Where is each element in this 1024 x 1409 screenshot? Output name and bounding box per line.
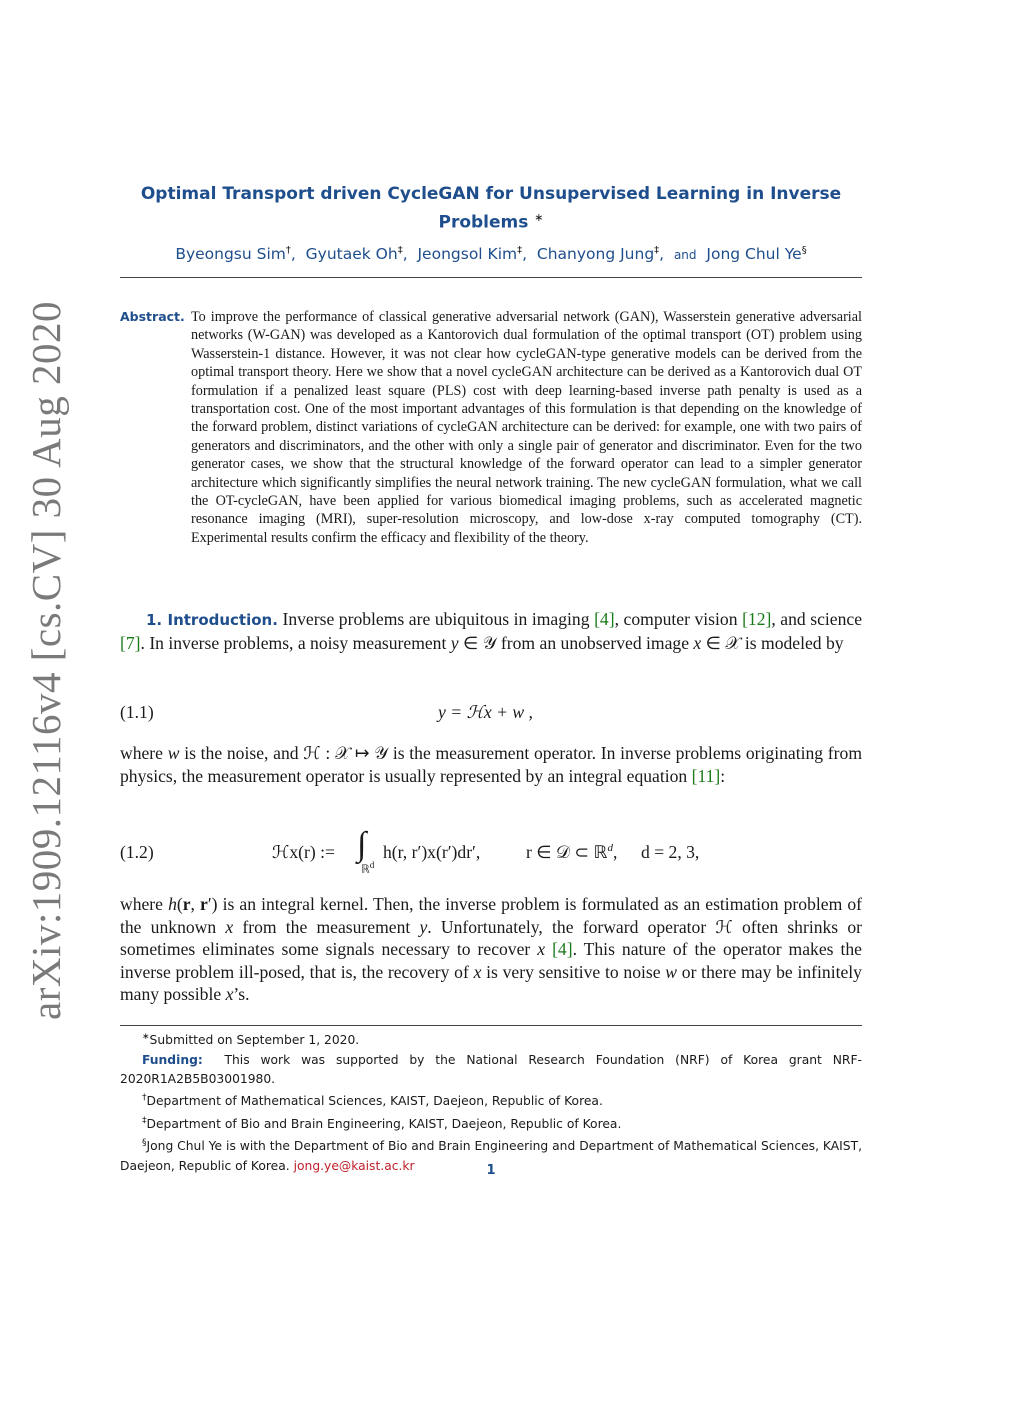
author-4: Chanyong Jung [536,245,655,264]
fn2-text: Department of Mathematical Sciences, KAIST, Daejeon, Republic of Korea. [146,1094,603,1109]
eq2-dims: d = 2, 3, [641,842,700,862]
page-number: 1 [486,1163,496,1178]
footnote-affiliation-2 [120,1112,862,1135]
eq2-sub: ℝ [361,863,370,876]
fn1-text: Submitted on September 1, 2020. [149,1033,360,1048]
p3-text-f: . This nature of the operator makes the inverse problem ill-posed, that is, the recovery of [120,939,862,982]
author-5: Jong Chul Ye [706,245,802,264]
header-rule [120,277,862,278]
funding-label: Funding: [142,1052,203,1067]
integral-sign: ∫ [357,826,367,863]
author-5-mark: § [801,245,807,256]
author-1-mark: † [285,245,291,256]
footnote-funding [120,1051,862,1090]
intro-text-6: is modeled by [744,632,844,653]
title-line-2: Problems [438,212,529,233]
p2-text-d: : [720,765,726,786]
fn4-text: Jong Chul Ye is with the Department of Bio and Brain Engineering and Department of Mathematical Sciences, KAIST, Daejeon, Republic of Korea. [120,1139,862,1173]
eq2-integrand: h(r, r′)x(r′)dr′, [383,842,481,862]
equation-1: y = ℋx + w , [438,702,533,722]
section-heading: 1. Introduction. [146,611,278,629]
intro-text-5: from an unobserved image [500,632,690,653]
intro-text-1: Inverse problems are ubiquitous in imaging [282,609,590,629]
email-link[interactable]: jong.ye@kaist.ac.kr [293,1158,415,1173]
author-2-mark: ‡ [397,245,403,256]
p2-text-a: where [120,743,163,763]
p3-text-e: often shrinks or sometimes eliminates some signals necessary to recover [120,916,863,960]
citation-12[interactable]: [12] [742,609,772,629]
p3-text-d: . Unfortunately, the forward operator [427,916,707,937]
title-line-1: Optimal Transport driven CycleGAN for Unsupervised Learning in Inverse [140,184,842,204]
fn4-mark: § [142,1138,147,1149]
footnotes [120,1028,862,1176]
p3-text-a: where [120,894,163,914]
author-3: Jeongsol Kim [417,245,518,264]
citation-7[interactable]: [7] [120,632,141,653]
intro-text-3: , and science [771,609,863,629]
abstract-text: To improve the performance of classical generative adversarial network (GAN), Wasserstein generative adversarial networks (W-GAN) was developed as a Kantorovich dual formulation of the optimal transport (OT) problem using Wasserstein-1 distance. However, it was not clear how cycleGAN-type generative models can be derived from the optimal transport theory. Here we show that a novel cycleGAN architecture can be derived as a Kantorovich dual OT formulation if a penalized least square (PLS) cost with deep learning-based inverse path penalty is used as a transportation cost. One of the most important advantages of this formulation is that depending on the knowledge of the forward problem, distinct variations of cycleGAN architecture can be derived: for example, one with two pairs of generators and discriminators, and the other with only a single pair of generator and discriminator. Even for the two generator cases, we show that the structural knowledge of the forward operator can lead to a simpler generator architecture which significantly simplifies the neural network training. The new cycleGAN formulation, what we call the OT-cycleGAN, have been applied for various biomedical imaging problems, such as accelerated magnetic resonance imaging (MRI), super-resolution microscopy, and low-dose x-ray computed tomography (CT). Experimental results confirm the efficacy and flexibility of the theory. [191,309,862,546]
paper-title [120,183,862,235]
abstract [120,308,862,547]
paragraph-2: where w is the noise, and ℋ : 𝒳 ↦ 𝒴 is the measurement operator. In inverse problems originating from physics, the measurement operator is usually represented by an integral equation [11]: [120,743,863,786]
eq2-domain-text: r ∈ 𝒟 ⊂ ℝ [526,842,608,862]
intro-text-2: , computer vision [614,609,738,629]
intro-text-4: . In inverse problems, a noisy measurement [140,632,447,653]
p3-text-h: or there may be infinitely many possible [120,961,862,1005]
fn2-mark: † [142,1093,147,1104]
fn3-mark: ‡ [142,1115,147,1126]
fn3-text: Department of Bio and Brain Engineering, KAIST, Daejeon, Republic of Korea. [146,1116,622,1131]
author-1: Byeongsu Sim [175,245,286,264]
p2-text-b: is the noise, and [184,743,299,763]
p2-text-c: is the measurement operator. In inverse problems originating from physics, the measurement operator is usually represented by an integral equation [120,743,863,786]
eq2-sub-d: d [369,860,375,870]
author-3-mark: ‡ [517,245,523,256]
arxiv-stamp: arXiv:1909.12116v4 [cs.CV] 30 Aug 2020 [23,301,69,1020]
author-and: and [673,248,697,263]
p3-text-g: is very sensitive to noise [486,961,661,982]
equation-1-number: (1.1) [120,702,154,722]
citation-4[interactable]: [4] [594,609,615,629]
intro-paragraph: 1. Introduction. Inverse problems are ubiquitous in imaging [4], computer vision [12], and science [7]. In inverse problems, a noisy measurement y ∈ 𝒴 from an unobserved image x ∈ 𝒳 is modeled by [120,609,863,653]
eq2-domain-d: d [607,842,613,855]
integral-subscript [361,860,374,876]
paragraph-3: where h(r, r′) is an integral kernel. Then, the inverse problem is formulated as an estimation problem of the unknown x from the measurement y. Unfortunately, the forward operator ℋ often shrinks or sometimes eliminates some signals necessary to recover x [4]. This nature of the operator makes the inverse problem ill-posed, that is, the recovery of x is very sensitive to noise w or there may be infinitely many possible x’s. [120,894,863,1005]
p3-text-b: is an integral kernel. Then, the inverse problem is formulated as an estimation problem of the unknown [120,894,862,937]
author-4-mark: ‡ [654,245,660,256]
author-2: Gyutaek Oh [305,245,398,264]
p3-text-i: ’s. [233,984,250,1005]
fn1-mark: ∗ [142,1032,150,1042]
author-list: Byeongsu Sim†, Gyutaek Oh‡, Jeongsol Kim‡, Chanyong Jung‡, and Jong Chul Ye§ [175,245,807,264]
eq2-domain: r ∈ 𝒟 ⊂ ℝ$^d$, [526,842,618,862]
equation-2 [272,842,335,863]
footnote-rule [120,1025,862,1026]
eq2-lhs: ℋx(r) := [272,842,335,862]
title-footnote-mark: ∗ [534,211,544,224]
p3-text-c: from the measurement [242,916,411,937]
abstract-label: Abstract. [120,309,185,324]
funding-text: This work was supported by the National Research Foundation (NRF) of Korea grant NRF-2020R1A2B5B03001980. [120,1052,862,1086]
equation-2-number: (1.2) [120,842,154,862]
citation-4b[interactable]: [4] [552,939,573,960]
citation-11[interactable]: [11] [691,765,721,786]
footnote-affiliation-1 [120,1089,862,1112]
footnote-submitted [120,1028,862,1051]
